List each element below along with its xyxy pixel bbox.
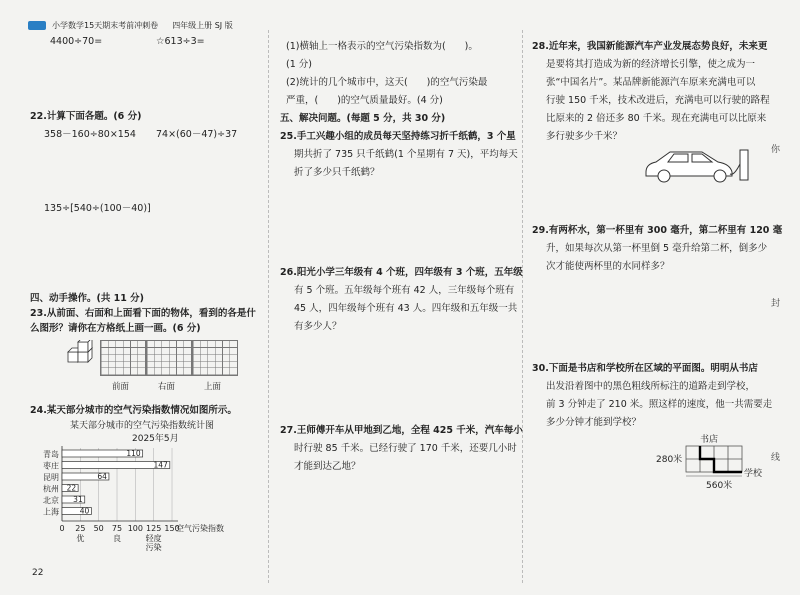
bar-value-label: 147 [153, 460, 168, 470]
q24-part1-score: (1 分) [286, 59, 312, 70]
electric-car-icon [640, 142, 750, 186]
x-tick-label: 25 [75, 524, 86, 533]
x-tick-label: 150 [164, 524, 180, 533]
column-divider-1 [268, 30, 269, 583]
label-top: 上面 [204, 382, 222, 392]
q30-line-4: 多少分钟才能到学校？ [546, 417, 642, 428]
q24-part2-cont: 严重，( )的空气质量最好。(4 分) [286, 95, 443, 106]
q22-expr-1: 358－160÷80×154 [44, 129, 136, 140]
q29-line-3: 次才能使两杯里的水同样多？ [546, 261, 670, 272]
column-divider-2 [522, 30, 523, 583]
map-plan [684, 444, 746, 478]
binding-char-1: 你 [770, 145, 780, 155]
x-tick-label: 50 [93, 524, 104, 533]
bar-value-label: 110 [126, 449, 141, 459]
band-label: 污染 [145, 543, 162, 552]
q25-line-1: 25.手工兴趣小组的成员每天坚持练习折千纸鹤，3 个星 [280, 131, 516, 142]
x-axis-label: 空气污染指数 [176, 524, 224, 533]
q30-line-3: 前 3 分钟走了 210 米。照这样的速度，他一共需要走 [546, 399, 773, 410]
pollution-bar-chart [28, 444, 266, 568]
x-tick-label: 125 [146, 524, 162, 533]
brand-logo-icon [28, 21, 46, 30]
q25-line-3: 折了多少只千纸鹤？ [294, 167, 380, 178]
page-number: 22 [32, 568, 44, 578]
map-store-label: 书店 [700, 435, 719, 445]
map-width-label: 560米 [706, 481, 733, 491]
binding-char-3: 线 [770, 453, 780, 463]
q28-line-6: 多行驶多少千米？ [546, 131, 623, 142]
grade-label: 四年级上册 SJ 版 [172, 20, 233, 30]
bar-value-label: 22 [66, 483, 77, 493]
q28-line-5: 比原来的 2 倍还多 80 千米。现在充满电可以比原来 [546, 113, 767, 124]
book-title: 小学数学15天期末考前冲刺卷 [52, 20, 159, 30]
q29-line-2: 升，如果每次从第一杯里倒 5 毫升给第二杯，倒多少 [546, 243, 768, 254]
section-4-title: 四、动手操作。(共 11 分) [30, 293, 145, 304]
band-label: 优 [76, 534, 85, 543]
bar-value-label: 40 [79, 506, 90, 516]
q22-expr-2: 74×(60－47)÷37 [156, 129, 238, 140]
q30-line-1: 30.下面是书店和学校所在区域的平面图。明明从书店 [532, 363, 758, 374]
bar-value-label: 31 [73, 495, 83, 505]
q27-line-2: 时行驶 85 千米。已经行驶了 170 千米，还要几小时 [294, 443, 517, 454]
calc-4400: 4400÷70= [50, 36, 103, 47]
map-school-label: 学校 [744, 469, 763, 479]
label-front: 前面 [112, 382, 130, 392]
band-label: 良 [113, 534, 121, 543]
category-label: 枣庄 [43, 461, 59, 471]
q27-line-1: 27.王师傅开车从甲地到乙地，全程 425 千米，汽车每小 [280, 425, 523, 436]
q26-line-1: 26.阳光小学三年级有 4 个班，四年级有 3 个班，五年级 [280, 267, 523, 278]
category-label: 青岛 [43, 450, 59, 459]
q24-part1: (1)横轴上一格表示的空气污染指数为( )。 [286, 41, 478, 52]
category-label: 杭州 [43, 484, 59, 494]
map-height-label: 280米 [656, 455, 683, 465]
grid-right[interactable] [146, 340, 192, 376]
q23-title: 23.从前面、右面和上面看下面的物体，看到的各是什么图形？请你在方格纸上画一画。(6 分) [30, 308, 256, 335]
q30-line-2: 出发沿着图中的黑色粗线所标注的道路走到学校， [546, 381, 756, 392]
x-tick-label: 75 [111, 524, 123, 533]
q28-line-3: 张“中国名片”。某品牌新能源汽车原来充满电可以 [546, 77, 756, 88]
q29-line-1: 29.有两杯水，第一杯里有 300 毫升，第二杯里有 120 毫 [532, 225, 783, 236]
label-right: 右面 [158, 382, 176, 392]
binding-char-2: 封 [770, 299, 780, 309]
calc-613: ☆613÷3= [156, 36, 205, 47]
grid-top[interactable] [192, 340, 238, 376]
category-label: 北京 [43, 496, 59, 505]
grid-front[interactable] [100, 340, 146, 376]
page-header [28, 18, 233, 32]
x-tick-label: 0 [59, 524, 65, 533]
q24-part2: (2)统计的几个城市中，这天( )的空气污染最 [286, 77, 488, 88]
q25-line-2: 期共折了 735 只千纸鹤(1 个星期有 7 天)，平均每天 [294, 149, 518, 160]
q22-title: 22.计算下面各题。(6 分) [30, 111, 142, 122]
q27-line-3: 才能到达乙地？ [294, 461, 361, 472]
q28-line-2: 是要将其打造成为新的经济增长引擎，使之成为一 [546, 59, 756, 70]
q28-line-1: 28.近年来，我国新能源汽车产业发展态势良好，未来更 [532, 41, 768, 52]
x-tick-label: 100 [127, 524, 143, 533]
chart-subtitle: 2025年5月 [132, 434, 179, 444]
band-label: 轻度 [145, 534, 162, 543]
q22-expr-3: 135÷[540÷(100－40)] [44, 203, 151, 214]
q26-line-3: 45 人，四年级每个班有 43 人。四年级和五年级一共 [294, 303, 518, 314]
chart-title: 某天部分城市的空气污染指数统计图 [70, 421, 215, 431]
q24-title: 24.某天部分城市的空气污染指数情况如图所示。 [30, 405, 237, 416]
category-label: 上海 [43, 507, 59, 517]
q26-line-2: 有 5 个班。五年级每个班有 42 人，三年级每个班有 [294, 285, 515, 296]
bar-value-label: 64 [97, 472, 107, 482]
q28-line-4: 行驶 150 千米，技术改进后，充满电可以行驶的路程 [546, 95, 770, 106]
section-5-title: 五、解决问题。(每题 5 分，共 30 分) [280, 113, 446, 124]
q26-line-4: 有多少人？ [294, 321, 342, 332]
category-label: 昆明 [43, 473, 59, 482]
